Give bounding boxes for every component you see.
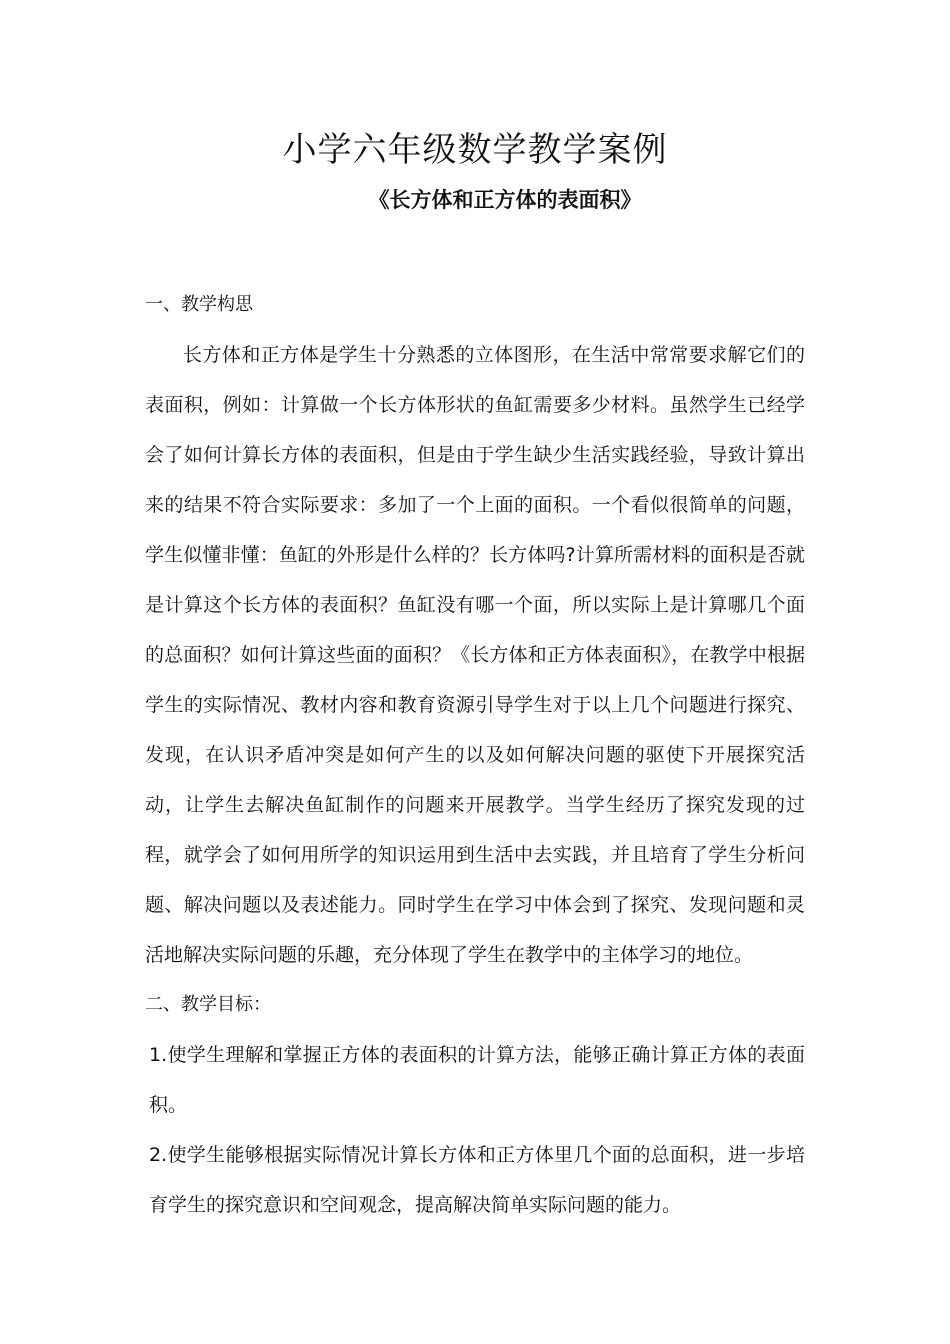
teaching-goal-item: 1.使学生理解和掌握正方体的表面积的计算方法，能够正确计算正方体的表面积。	[149, 1044, 805, 1116]
section-heading-teaching-goals: 二、教学目标：	[145, 994, 271, 1015]
document-subtitle: 《长方体和正方体的表面积》	[368, 188, 642, 212]
section-heading-teaching-concept: 一、教学构思	[145, 294, 253, 315]
teaching-goal-item: 2.使学生能够根据实际情况计算长方体和正方体里几个面的总面积，进一步培育学生的探究意识和空间观念，提高解决简单实际问题的能力。	[149, 1144, 805, 1216]
document-body	[145, 280, 805, 1230]
teaching-concept-paragraph: 长方体和正方体是学生十分熟悉的立体图形，在生活中常常要求解它们的表面积，例如：计算做一个长方体形状的鱼缸需要多少材料。虽然学生已经学会了如何计算长方体的表面积，但是由于学生缺少生活实践经验，导致计算出来的结果不符合实际要求：多加了一个上面的面积。一个看似很简单的问题，学生似懂非懂：鱼缸的外形是什么样的？长方体吗?计算所需材料的面积是否就是计算这个长方体的表面积？鱼缸没有哪一个面，所以实际上是计算哪几个面的总面积？如何计算这些面的面积？《长方体和正方体表面积》，在教学中根据学生的实际情况、教材内容和教育资源引导学生对于以上几个问题进行探究、发现，在认识矛盾冲突是如何产生的以及如何解决问题的驱使下开展探究活动，让学生去解决鱼缸制作的问题来开展教学。当学生经历了探究发现的过程，就学会了如何用所学的知识运用到生活中去实践，并且培育了学生分析问题、解决问题以及表述能力。同时学生在学习中体会到了探究、发现问题和灵活地解决实际问题的乐趣，充分体现了学生在教学中的主体学习的地位。	[145, 344, 805, 966]
document-title: 小学六年级数学教学案例	[282, 130, 668, 170]
